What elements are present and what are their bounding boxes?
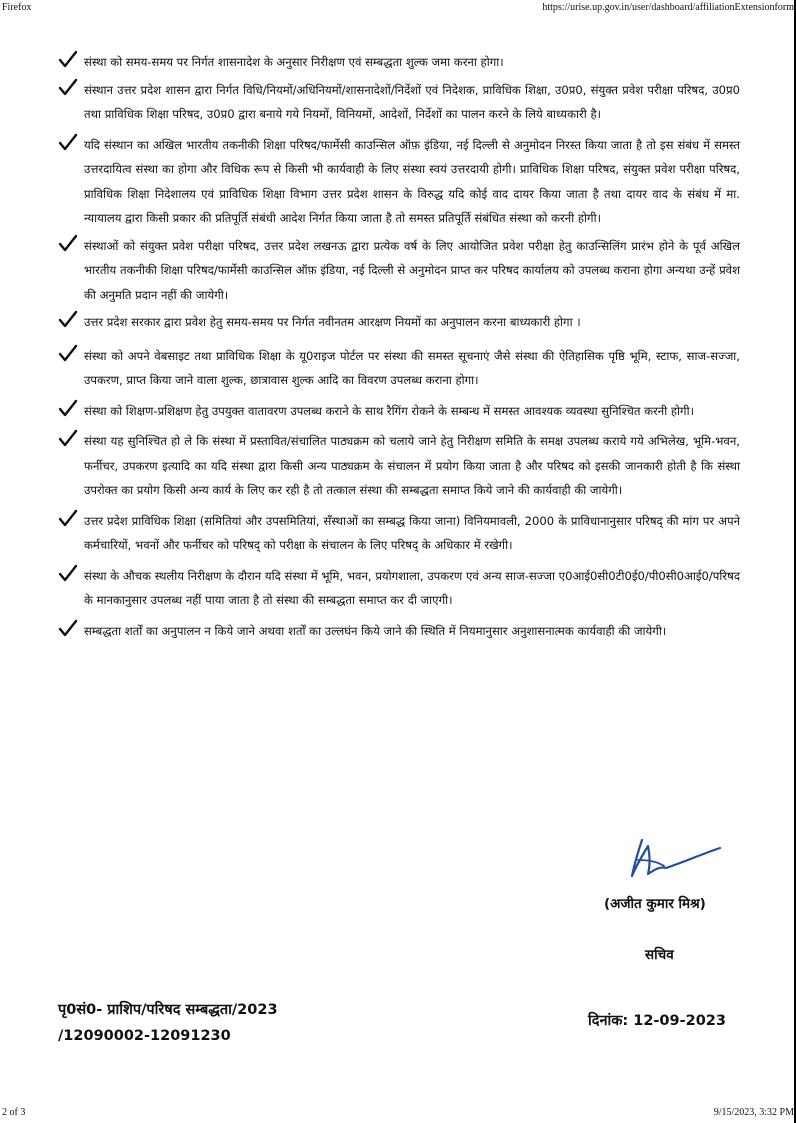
condition-text: संस्था को अपने वेबसाइट तथा प्राविधिक शिक्षा के यू0राइज पोर्टल पर संस्था की समस्त सूचनाएं जैसे संस्था की ऐतिहासिक पृष्ठि भूमि, स्टाफ, साज-सज्जा, उपकरण, प्राप्त किया जाने वाला शुल्क, छात्रावास शुल्क आदि का विवरण उपलब्ध कराना होगा। — [84, 348, 740, 387]
checkmark-icon — [58, 398, 80, 422]
condition-text: उत्तर प्रदेश सरकार द्वारा प्रवेश हेतु समय-समय पर निर्गत नवीनतम आरक्षण नियमों का अनुपालन करना बाध्यकारी होगा । — [84, 315, 581, 329]
print-timestamp: 9/15/2023, 3:32 PM — [713, 1107, 794, 1118]
reference-line-1: पृ0सं0- प्राशिप/परिषद सम्बद्धता/2023 — [58, 1002, 278, 1018]
reference-number — [58, 997, 278, 1049]
condition-text: संस्थान उत्तर प्रदेश शासन द्वारा निर्गत विधि/नियमों/अधिनियमों/शासनादेशों/निर्देशों एवं निदेशक, प्राविधिक शिक्षा, उ0प्र0, संयुक्त प्रवेश परीक्षा परिषद, उ0प्र0 तथा प्राविधिक शिक्षा परिषद, उ0प्र0 द्वारा बनाये गये नियमों, विनियमों, आदेशों, निर्देशों का पालन करने के लिये बाध्यकारी है। — [84, 82, 740, 121]
condition-text: संस्थाओं को संयुक्त प्रवेश परीक्षा परिषद, उत्तर प्रदेश लखनऊ द्वारा प्रत्येक वर्ष के लिए आयोजित प्रवेश परीक्षा हेतु काउन्सिलिंग प्रारंभ होने के पूर्व अखिल भारतीय तकनीकी शिक्षा परिषद/फार्मेसी काउन्सिल ऑफ़ इंडिया, नई दिल्ली से अनुमोदन प्राप्त कर परिषद कार्यालय को उपलब्ध कराना होगा अन्यथा उन्हें प्रवेश की अनुमति प्रदान नहीं की जायेगी। — [84, 238, 740, 302]
condition-text: उत्तर प्रदेश प्राविधिक शिक्षा (समितियां और उपसमितियां, सँस्थाओं का सम्बद्ध किया जाना) विनियमावली, 2000 के प्राविधानानुसार परिषद् की मांग पर अपने कर्मचारियों, भवनों और फर्नीचर को परिषद् को परीक्षा के संचालन के लिए परिषद् के अधिकार में रखेगी। — [84, 513, 740, 552]
checkmark-icon — [58, 309, 80, 333]
conditions-list — [58, 50, 740, 643]
condition-item — [58, 133, 740, 231]
condition-text: संस्था के औचक स्थलीय निरीक्षण के दौरान यदि संस्था में भूमि, भवन, प्रयोगशाला, उपकरण एवं अन्य साज-सज्जा ए0आई0सी0टी0ई0/पी0सी0आई0/परिषद के मानकानुसार उपलब्ध नहीं पाया जाता है तो संस्था की सम्बद्धता समाप्त कर दी जाएगी। — [84, 568, 740, 607]
checkmark-icon — [58, 132, 80, 156]
condition-item — [58, 344, 740, 393]
checkmark-icon — [58, 233, 80, 257]
condition-item — [58, 429, 740, 503]
checkmark-icon — [58, 77, 80, 101]
condition-text: संस्था यह सुनिश्चित हो ले कि संस्था में प्रस्तावित/संचालित पाठ्यक्रम को चलाये जाने हेतु निरीक्षण समिति के समक्ष उपलब्ध कराये गये अभिलेख, भूमि-भवन, फर्नीचर, उपकरण इत्यादि का यदि संस्था द्वारा किसी अन्य पाठ्यक्रम के संचालन में प्रयोग किया जाता है और परिषद को इसकी जानकारी होती है कि संस्था उपरोक्त का प्रयोग किसी अन्य कार्य के लिए कर रही है तो तत्काल संस्था की सम्बद्धता समाप्त किये जाने की कार्यवाही की जायेगी। — [84, 434, 740, 497]
checkmark-icon — [58, 49, 80, 73]
condition-item — [58, 50, 740, 75]
condition-item — [58, 399, 740, 424]
checkmark-icon — [58, 428, 80, 452]
checkmark-icon — [58, 343, 80, 367]
condition-text: संस्था को समय-समय पर निर्गत शासनादेश के अनुसार निरीक्षण एवं सम्बद्धता शुल्क जमा करना होगा। — [84, 55, 504, 69]
condition-item — [58, 78, 740, 127]
document-date: दिनांक: 12-09-2023 — [588, 1013, 726, 1029]
checkmark-icon — [58, 618, 80, 642]
condition-item — [58, 509, 740, 558]
reference-line-2: /12090002-12091230 — [58, 1028, 231, 1044]
condition-item — [58, 310, 740, 335]
condition-text: सम्बद्धता शर्तों का अनुपालन न किये जाने अथवा शर्तों का उल्लघंन किये जाने की स्थिति में नियमानुसार अनुशासनात्मक कार्यवाही की जायेगी। — [84, 623, 667, 638]
checkmark-icon — [58, 563, 80, 587]
page-counter: 2 of 3 — [2, 1107, 26, 1118]
condition-text: यदि संस्थान का अखिल भारतीय तकनीकी शिक्षा परिषद/फार्मेसी काउन्सिल ऑफ़ इंडिया, नई दिल्ली से अनुमोदन निरस्त किया जाता है तो इस संबंध में समस्त उत्तरदायित्व संस्था का होगा और विधिक रूप से किसी भी कार्यवाही के लिए संस्था स्वयं उत्तरदायी होगी। प्राविधिक शिक्षा परिषद, संयुक्त प्रवेश परीक्षा परिषद, प्राविधिक शिक्षा निदेशालय एवं प्राविधिक शिक्षा विभाग उत्तर प्रदेश शासन के विरुद्ध यदि कोई वाद दायर किया जाता है तथा दायर वाद के संबंध में मा. न्यायालय द्वारा किसी प्रकार की प्रतिपूर्ति संबंधी आदेश निर्गत किया जाता है तो समस्त प्रतिपूर्ति संबंधित संस्था को करनी होगी। — [84, 137, 740, 225]
signature-image — [624, 826, 724, 886]
page-url[interactable]: https://urise.up.gov.in/user/dashboard/affiliationExtensionform — [542, 2, 794, 13]
signatory-designation: सचिव — [645, 947, 674, 963]
condition-text: संस्था को शिक्षण-प्रशिक्षण हेतु उपयुक्त वातावरण उपलब्ध कराने के साथ रैगिंग रोकने के सम्बन्ध में समस्त आवश्यक व्यवस्था सुनिश्चित करनी होगी। — [84, 403, 694, 418]
condition-item — [58, 564, 740, 613]
signatory-name: (अजीत कुमार मिश्र) — [604, 896, 706, 912]
browser-app-name: Firefox — [2, 2, 32, 13]
condition-item — [58, 619, 740, 644]
condition-item — [58, 234, 740, 308]
checkmark-icon — [58, 508, 80, 532]
